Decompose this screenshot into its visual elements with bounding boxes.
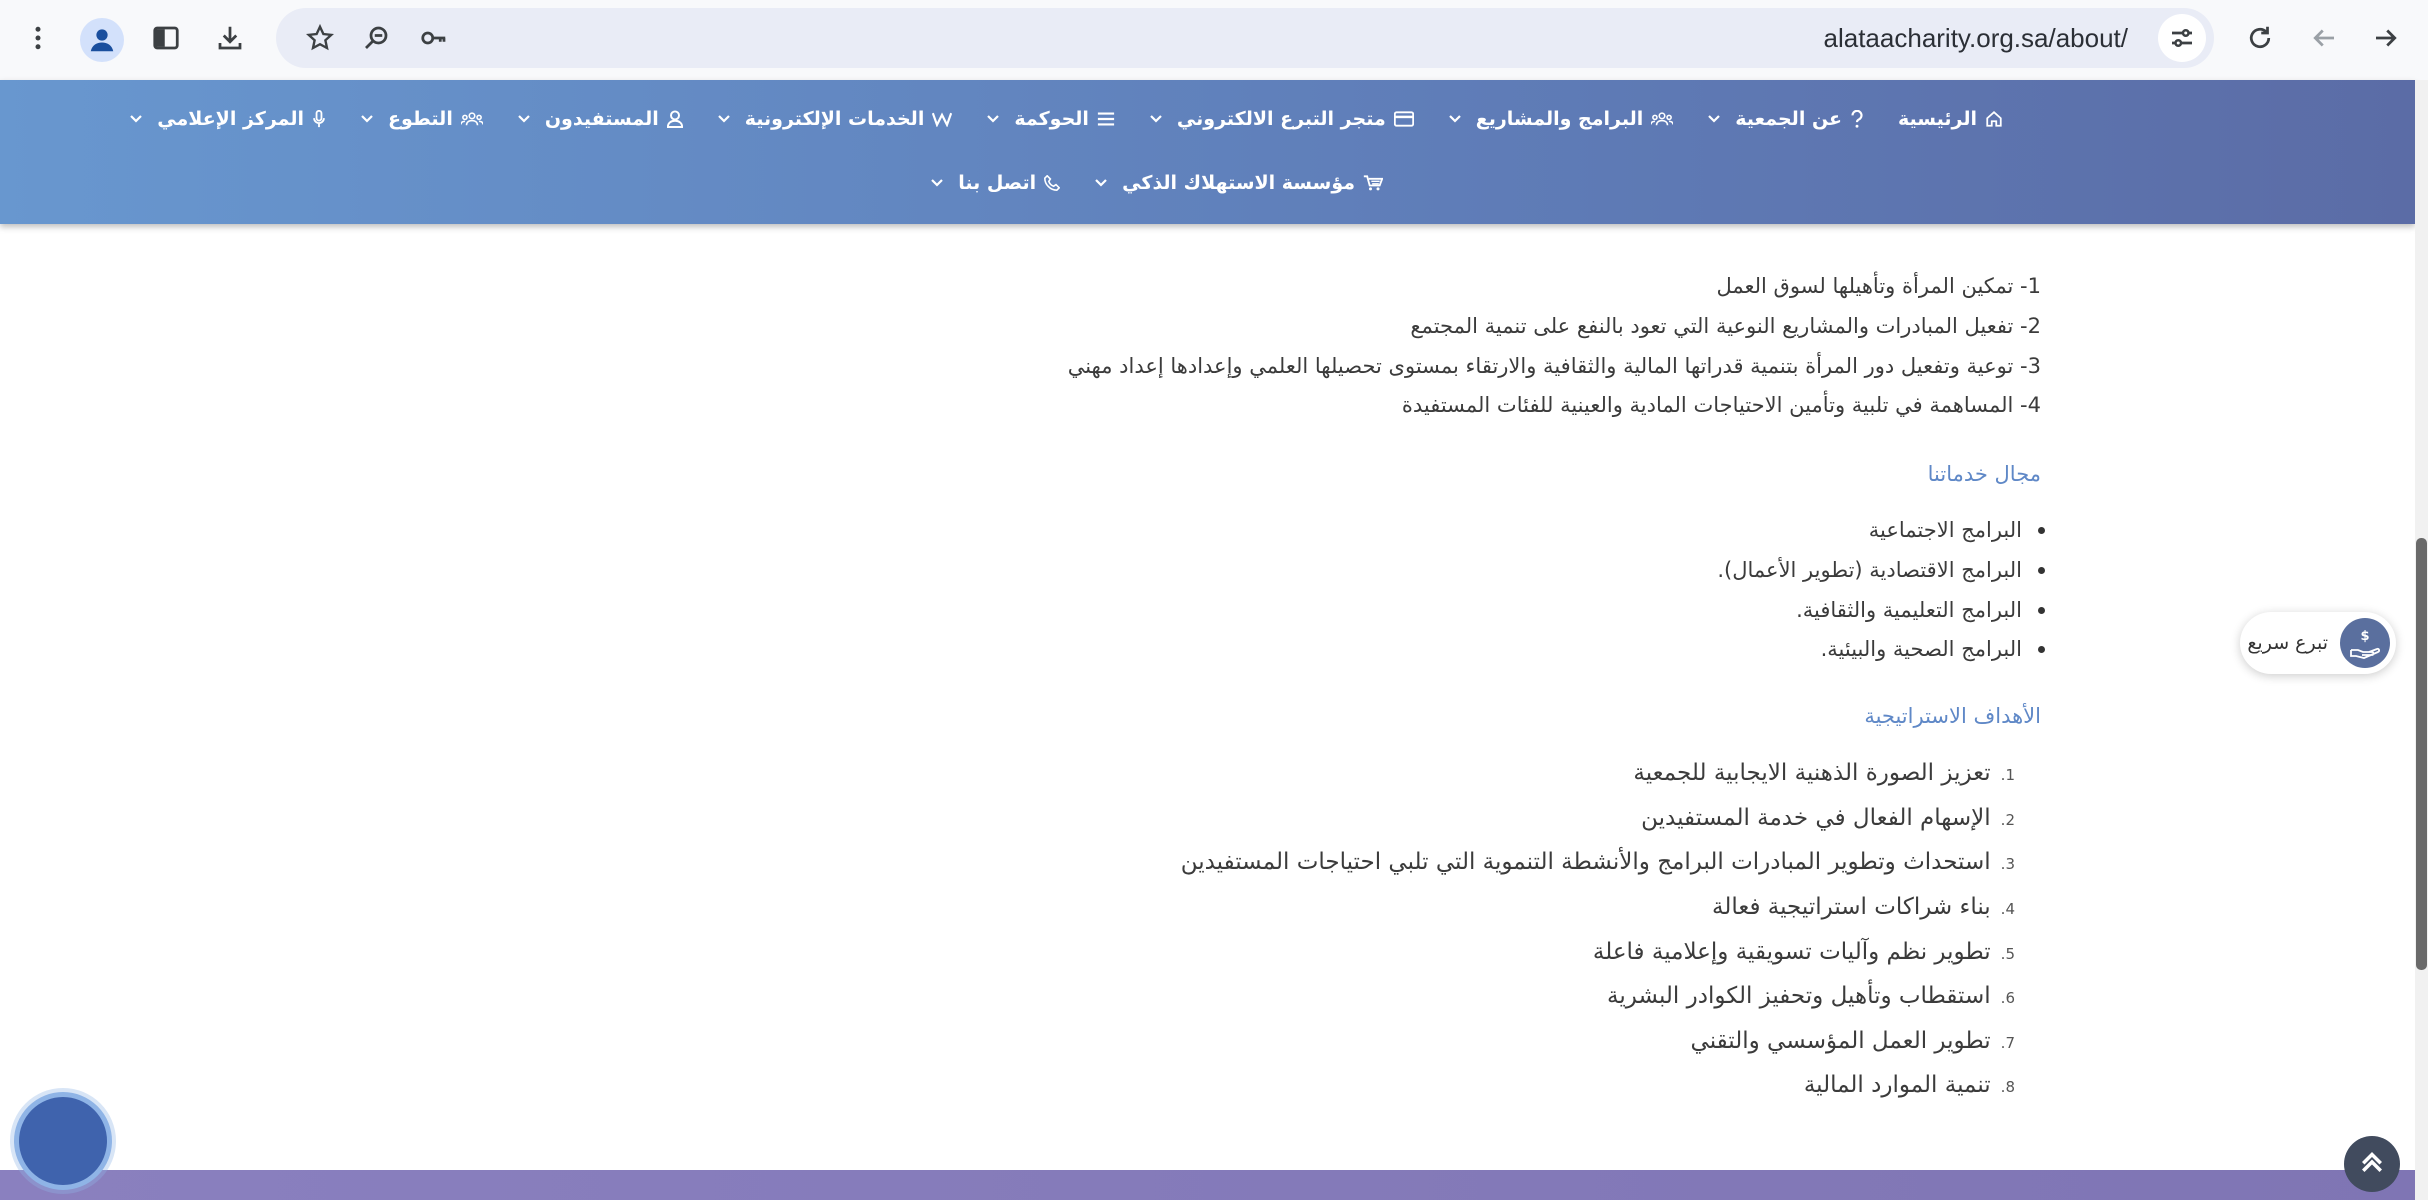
footer-band xyxy=(0,1170,2415,1200)
chat-widget-button[interactable] xyxy=(14,1092,112,1190)
home-icon xyxy=(1985,110,2003,128)
nav-media-center-label: المركز الإعلامي xyxy=(157,108,305,130)
double-chevron-up-icon xyxy=(2357,1147,2387,1181)
item-text: الإسهام الفعال في خدمة المستفيدين xyxy=(1641,805,1991,831)
item-number: 3. xyxy=(2000,855,2015,873)
donate-hand-icon xyxy=(2340,618,2390,668)
download-icon[interactable] xyxy=(206,14,254,62)
main-content xyxy=(0,224,2415,1170)
nav-about-label: عن الجمعية xyxy=(1735,108,1843,130)
chevron-down-icon xyxy=(930,178,944,188)
nav-e-services[interactable] xyxy=(717,102,953,136)
nav-donation-store-label: متجر التبرع الالكتروني xyxy=(1176,108,1386,130)
item-number: 1. xyxy=(2000,766,2015,784)
goal-item: 4- المساهمة في تلبية وتأمين الاحتياجات المادية والعينية للفئات المستفيدة xyxy=(1401,393,2041,417)
question-icon xyxy=(1850,110,1864,128)
service-item xyxy=(1820,637,2022,661)
item-number: 8. xyxy=(2000,1078,2015,1096)
item-text: تنمية الموارد المالية xyxy=(1803,1072,1991,1098)
chevron-down-icon xyxy=(517,114,531,124)
item-text: تعزيز الصورة الذهنية الايجابية للجمعية xyxy=(1633,760,1991,786)
strategic-item xyxy=(1712,894,2015,920)
zoom-icon[interactable] xyxy=(352,14,400,62)
nav-media-center[interactable] xyxy=(129,102,326,136)
forward-icon[interactable] xyxy=(2362,14,2410,62)
nav-row-2 xyxy=(896,166,1383,200)
item-number: 7. xyxy=(2000,1034,2015,1052)
service-item xyxy=(1717,558,2022,582)
chevron-down-icon xyxy=(129,114,143,124)
quick-donate-label: تبرع سريع xyxy=(2247,632,2328,654)
strategic-item xyxy=(1633,760,2015,786)
nav-beneficiaries[interactable] xyxy=(517,102,683,136)
strategic-heading: الأهداف الاستراتيجية xyxy=(1864,704,2041,728)
phone-icon xyxy=(1044,175,1060,191)
nav-home-label: الرئيسية xyxy=(1898,108,1977,130)
service-label: البرامج الاجتماعية xyxy=(1868,518,2022,542)
item-number: 6. xyxy=(2000,989,2015,1007)
nav-contact[interactable] xyxy=(930,166,1060,200)
chevron-down-icon xyxy=(1149,114,1163,124)
nav-home[interactable] xyxy=(1898,102,2003,136)
strategic-item xyxy=(1641,805,2015,831)
nav-smart-consumption[interactable] xyxy=(1094,166,1383,200)
nav-beneficiaries-label: المستفيدون xyxy=(544,108,659,130)
password-key-icon[interactable] xyxy=(410,14,458,62)
service-item xyxy=(1796,598,2022,622)
item-text: بناء شراكات استراتيجية فعالة xyxy=(1712,894,1991,920)
strategic-item xyxy=(1607,983,2015,1009)
user-icon xyxy=(667,110,683,128)
cart-icon xyxy=(1363,174,1383,192)
nav-contact-label: اتصل بنا xyxy=(958,172,1037,194)
chevron-down-icon xyxy=(360,114,374,124)
nav-programs-label: البرامج والمشاريع xyxy=(1475,108,1644,130)
chevron-down-icon xyxy=(1707,114,1721,124)
svg-text:$: $ xyxy=(2360,629,2370,644)
w-icon xyxy=(932,111,952,127)
nav-programs[interactable] xyxy=(1448,102,1674,136)
mic-icon xyxy=(312,110,326,128)
bullet xyxy=(2038,607,2045,614)
nav-row-1 xyxy=(95,102,2003,136)
more-vert-icon[interactable] xyxy=(14,14,62,62)
nav-smart-consumption-label: مؤسسة الاستهلاك الذكي xyxy=(1122,172,1355,194)
list-icon xyxy=(1097,111,1115,127)
site-settings-icon[interactable] xyxy=(2158,14,2206,62)
strategic-item xyxy=(1691,1028,2015,1054)
services-heading: مجال خدماتنا xyxy=(1927,462,2041,486)
url-text[interactable]: alataacharity.org.sa/about/ xyxy=(1823,23,2128,53)
group-icon xyxy=(461,110,483,128)
card-icon xyxy=(1394,111,1414,127)
item-text: استقطاب وتأهيل وتحفيز الكوادر البشرية xyxy=(1607,983,1991,1009)
browser-toolbar xyxy=(0,0,2428,80)
bullet xyxy=(2038,646,2045,653)
site-navigation xyxy=(0,80,2415,224)
back-icon[interactable] xyxy=(2300,14,2348,62)
strategic-item xyxy=(1181,849,2015,875)
nav-volunteering[interactable] xyxy=(360,102,483,136)
chevron-down-icon xyxy=(717,114,731,124)
profile-icon[interactable] xyxy=(80,18,124,62)
goal-item: 1- تمكين المرأة وتأهيلها لسوق العمل xyxy=(1716,274,2041,298)
chevron-down-icon xyxy=(986,114,1000,124)
nav-volunteering-label: التطوع xyxy=(388,108,453,130)
nav-donation-store[interactable] xyxy=(1149,102,1414,136)
item-text: تطوير نظم وآليات تسويقية وإعلامية فاعلة xyxy=(1592,939,1991,965)
strategic-item xyxy=(1804,1072,2015,1098)
address-bar[interactable] xyxy=(276,8,2214,68)
service-label: البرامج الصحية والبيئية. xyxy=(1820,637,2022,661)
side-panel-icon[interactable] xyxy=(142,14,190,62)
quick-donate-button[interactable] xyxy=(2240,612,2396,674)
service-label: البرامج التعليمية والثقافية. xyxy=(1796,598,2022,622)
users-icon xyxy=(1651,110,1673,128)
nav-about[interactable] xyxy=(1707,102,1864,136)
item-text: تطوير العمل المؤسسي والتقني xyxy=(1690,1028,1991,1054)
item-number: 5. xyxy=(2000,945,2015,963)
star-icon[interactable] xyxy=(296,14,344,62)
chevron-down-icon xyxy=(1448,114,1462,124)
scrollbar-thumb[interactable] xyxy=(2416,538,2427,970)
back-to-top-button[interactable] xyxy=(2344,1136,2400,1192)
service-item xyxy=(1868,518,2022,542)
nav-governance-label: الحوكمة xyxy=(1014,108,1089,130)
item-text: استحداث وتطوير المبادرات البرامج والأنشطة التنموية التي تلبي احتياجات المستفيدين xyxy=(1180,849,1991,875)
item-number: 4. xyxy=(2000,900,2015,918)
item-number: 2. xyxy=(2000,811,2015,829)
bullet xyxy=(2038,527,2045,534)
bullet xyxy=(2038,567,2045,574)
chevron-down-icon xyxy=(1094,178,1108,188)
reload-icon[interactable] xyxy=(2236,14,2284,62)
goal-item: 2- تفعيل المبادرات والمشاريع النوعية التي تعود بالنفع على تنمية المجتمع xyxy=(1410,314,2041,338)
nav-e-services-label: الخدمات الإلكترونية xyxy=(744,108,925,130)
service-label: البرامج الاقتصادية (تطوير الأعمال). xyxy=(1717,558,2022,582)
strategic-item xyxy=(1593,939,2015,965)
nav-governance[interactable] xyxy=(986,102,1115,136)
goal-item: 3- توعية وتفعيل دور المرأة بتنمية قدراتها المالية والثقافية والارتقاء بمستوى تحصيلها العلمي وإعدادها إعداد مهني xyxy=(1067,354,2041,378)
